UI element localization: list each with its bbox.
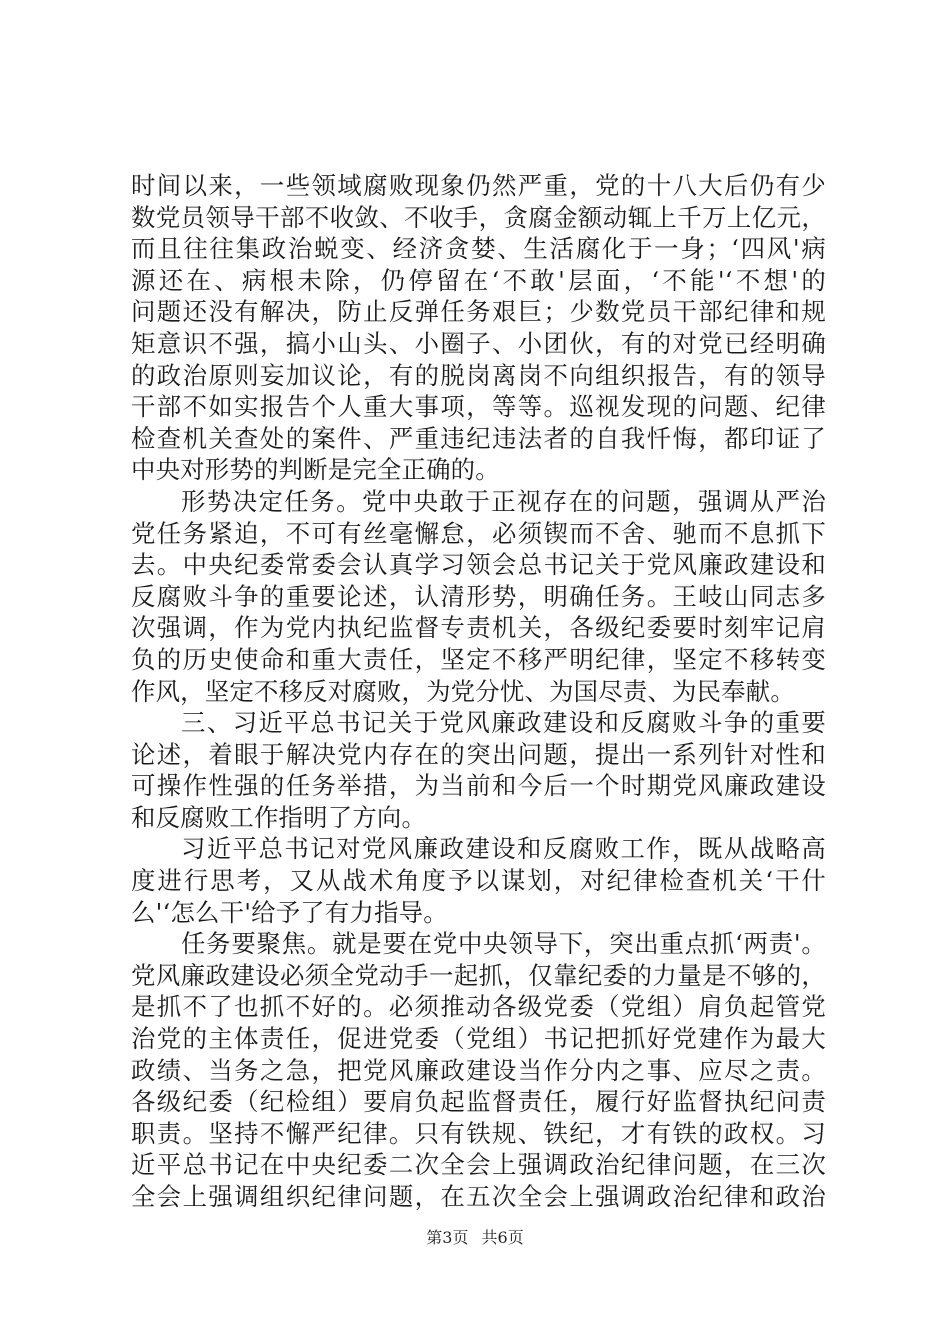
text-line: 问题还没有解决，防止反弹任务艰巨；少数党员干部纪律和规	[131, 297, 826, 327]
text-line: 任务要聚焦。就是要在党中央领导下，突出重点抓‘两责'。	[181, 929, 826, 959]
text-line: 职责。坚持不懈严纪律。只有铁规、铁纪，才有铁的政权。习	[131, 1118, 826, 1148]
text-line: 次强调，作为党内执纪监督专责机关，各级纪委要时刻牢记肩	[131, 613, 826, 643]
text-line: 度进行思考，又从战术角度予以谋划，对纪律检查机关‘干什	[131, 866, 826, 896]
text-line: 而且往往集政治蜕变、经济贪婪、生活腐化于一身；‘四风'病	[131, 234, 826, 264]
text-line: 政绩、当务之急，把党风廉政建设当作分内之事、应尽之责。	[131, 1055, 826, 1085]
text-line: 习近平总书记对党风廉政建设和反腐败工作，既从战略高	[181, 834, 826, 864]
text-line: 反腐败斗争的重要论述，认清形势，明确任务。王岐山同志多	[131, 581, 826, 611]
text-line: 和反腐败工作指明了方向。	[131, 802, 427, 832]
text-line: 负的历史使命和重大责任，坚定不移严明纪律，坚定不移转变	[131, 644, 826, 674]
text-line: 作风，坚定不移反对腐败，为党分忧、为国尽责、为民奉献。	[131, 676, 795, 706]
text-line: 是抓不了也抓不好的。必须推动各级党委（党组）肩负起管党	[131, 992, 826, 1022]
text-line: 中央对形势的判断是完全正确的。	[131, 455, 500, 485]
page-total: 共6页	[481, 1228, 524, 1247]
text-line: 干部不如实报告个人重大事项，等等。巡视发现的问题、纪律	[131, 392, 826, 422]
text-line: 矩意识不强，搞小山头、小圈子、小团伙，有的对党已经明确	[131, 328, 826, 358]
page-number: 第3页	[426, 1228, 469, 1247]
text-line: 党任务紧迫，不可有丝毫懈怠，必须锲而不舍、驰而不息抓下	[131, 518, 826, 548]
text-line: 检查机关查处的案件、严重违纪违法者的自我忏悔，都印证了	[131, 423, 826, 453]
text-line: 形势决定任务。党中央敢于正视存在的问题，强调从严治	[181, 486, 826, 516]
text-line: 去。中央纪委常委会认真学习领会总书记关于党风廉政建设和	[131, 550, 826, 580]
text-line: 可操作性强的任务举措，为当前和今后一个时期党风廉政建设	[131, 771, 826, 801]
page-footer	[0, 1228, 950, 1248]
text-line: 源还在、病根未除，仍停留在‘不敢'层面，‘不能'‘不想'的	[131, 265, 826, 295]
text-line: 治党的主体责任，促进党委（党组）书记把抓好党建作为最大	[131, 1024, 826, 1054]
text-line: 论述，着眼于解决党内存在的突出问题，提出一系列针对性和	[131, 739, 826, 769]
text-line: 数党员领导干部不收敛、不收手，贪腐金额动辄上千万上亿元，	[131, 202, 826, 232]
text-line: 的政治原则妄加议论，有的脱岗离岗不向组织报告，有的领导	[131, 360, 826, 390]
text-line: 近平总书记在中央纪委二次全会上强调政治纪律问题，在三次	[131, 1150, 826, 1180]
text-line: 各级纪委（纪检组）要肩负起监督责任，履行好监督执纪问责	[131, 1087, 826, 1117]
document-body	[131, 170, 826, 1213]
text-line: 么'‘怎么干'给予了有力指导。	[131, 897, 448, 927]
text-line: 三、习近平总书记关于党风廉政建设和反腐败斗争的重要	[181, 708, 826, 738]
text-line: 党风廉政建设必须全党动手一起抓，仅靠纪委的力量是不够的，	[131, 960, 826, 990]
text-line: 时间以来，一些领域腐败现象仍然严重，党的十八大后仍有少	[131, 171, 826, 200]
text-line: 全会上强调组织纪律问题，在五次全会上强调政治纪律和政治	[131, 1182, 826, 1211]
